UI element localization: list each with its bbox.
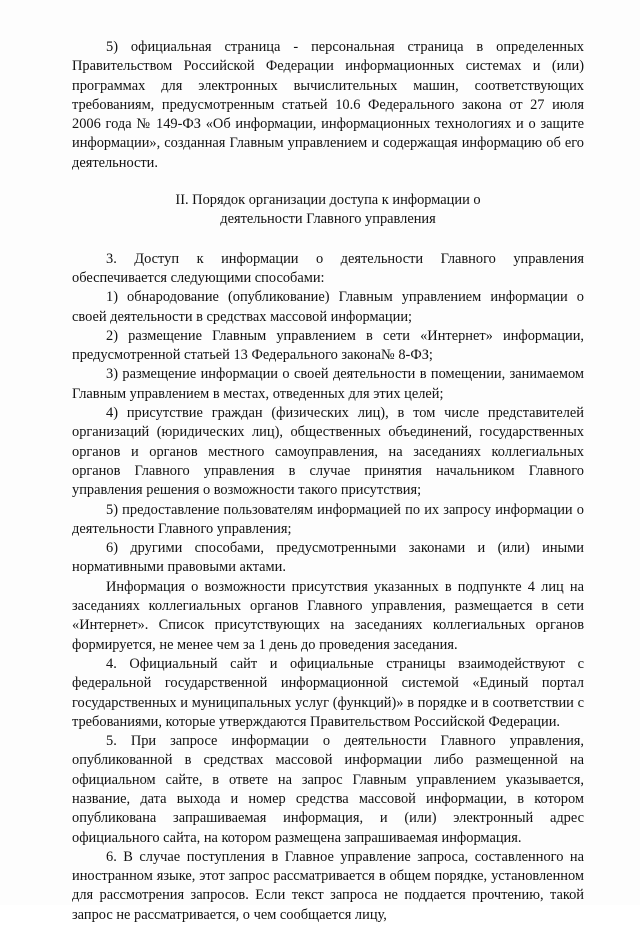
section-heading-line-2: деятельности Главного управления	[220, 211, 436, 228]
paragraph-3-item-4: 4) присутствие граждан (физических лиц), в том числе представителей организаций (юридических лиц), общественных объединений, государственных органов и органов местного самоуправления, на заседаниях коллегиальных органов Главного управления в случае принятия начальником Главного управления решения о возможности такого присутствия;	[72, 405, 584, 499]
section-heading-line-1: II. Порядок организации доступа к информации о	[175, 192, 481, 209]
paragraph-official-page: 5) официальная страница - персональная страница в определенных Правительством Российской Федерации информационных системах и (или) программах для электронных вычислительных машин, соответствующих требованиям, предусмотренным статьей 10.6 Федерального закона от 27 июля 2006 года № 149-ФЗ «Об информации, информационных технологиях и о защите информации», созданная Главным управлением и содержащая информацию об его деятельности.	[72, 39, 584, 171]
paragraph-3-item-5: 5) предоставление пользователям информацией по их запросу информации о деятельности Главного управления;	[72, 501, 584, 537]
paragraph-6: 6. В случае поступления в Главное управление запроса, составленного на иностранном языке, этот запрос рассматривается в общем порядке, установленном для рассмотрения запросов. Если текст запроса не поддается прочтению, такой запрос не рассматривается, о чем сообщается лицу,	[72, 848, 584, 923]
paragraph-3-item-2: 2) размещение Главным управлением в сети «Интернет» информации, предусмотренной статьей 13 Федерального закона№ 8-ФЗ;	[72, 327, 584, 364]
paragraph-3-item-3: 3) размещение информации о своей деятельности в помещении, занимаемом Главным управлением в местах, отведенных для этих целей;	[72, 366, 584, 402]
paragraph-5: 5. При запросе информации о деятельности Главного управления, опубликованной в средствах массовой информации либо размещенной на официальном сайте, в ответе на запрос Главным управлением указывается, название, дата выхода и номер средства массовой информации, в котором опубликована запрашиваемая информация, и (или) электронный адрес официального сайта, на котором размещена запрашиваемая информация.	[72, 733, 584, 846]
paragraph-3-item-6: 6) другими способами, предусмотренными законами и (или) иными нормативными правовыми актами.	[72, 540, 584, 576]
paragraph-3-note: Информация о возможности присутствия указанных в подпункте 4 лиц на заседаниях коллегиальных органов Главного управления, размещается в сети «Интернет». Список присутствующих на заседаниях коллегиальных органов формируется, не менее чем за 1 день до проведения заседания.	[72, 578, 584, 653]
paragraph-3-item-1: 1) обнародование (опубликование) Главным управлением информации о своей деятельности в средствах массовой информации;	[72, 289, 584, 325]
paragraph-4: 4. Официальный сайт и официальные страницы взаимодействуют с федеральной государственной информационной системой «Единый портал государственных и муниципальных услуг (функций)» в порядке и в соответствии с требованиями, которые утверждаются Правительством Российской Федерации.	[72, 655, 584, 730]
section-heading	[72, 191, 584, 230]
paragraph-3-intro: 3. Доступ к информации о деятельности Главного управления обеспечивается следующими способами:	[72, 250, 584, 286]
